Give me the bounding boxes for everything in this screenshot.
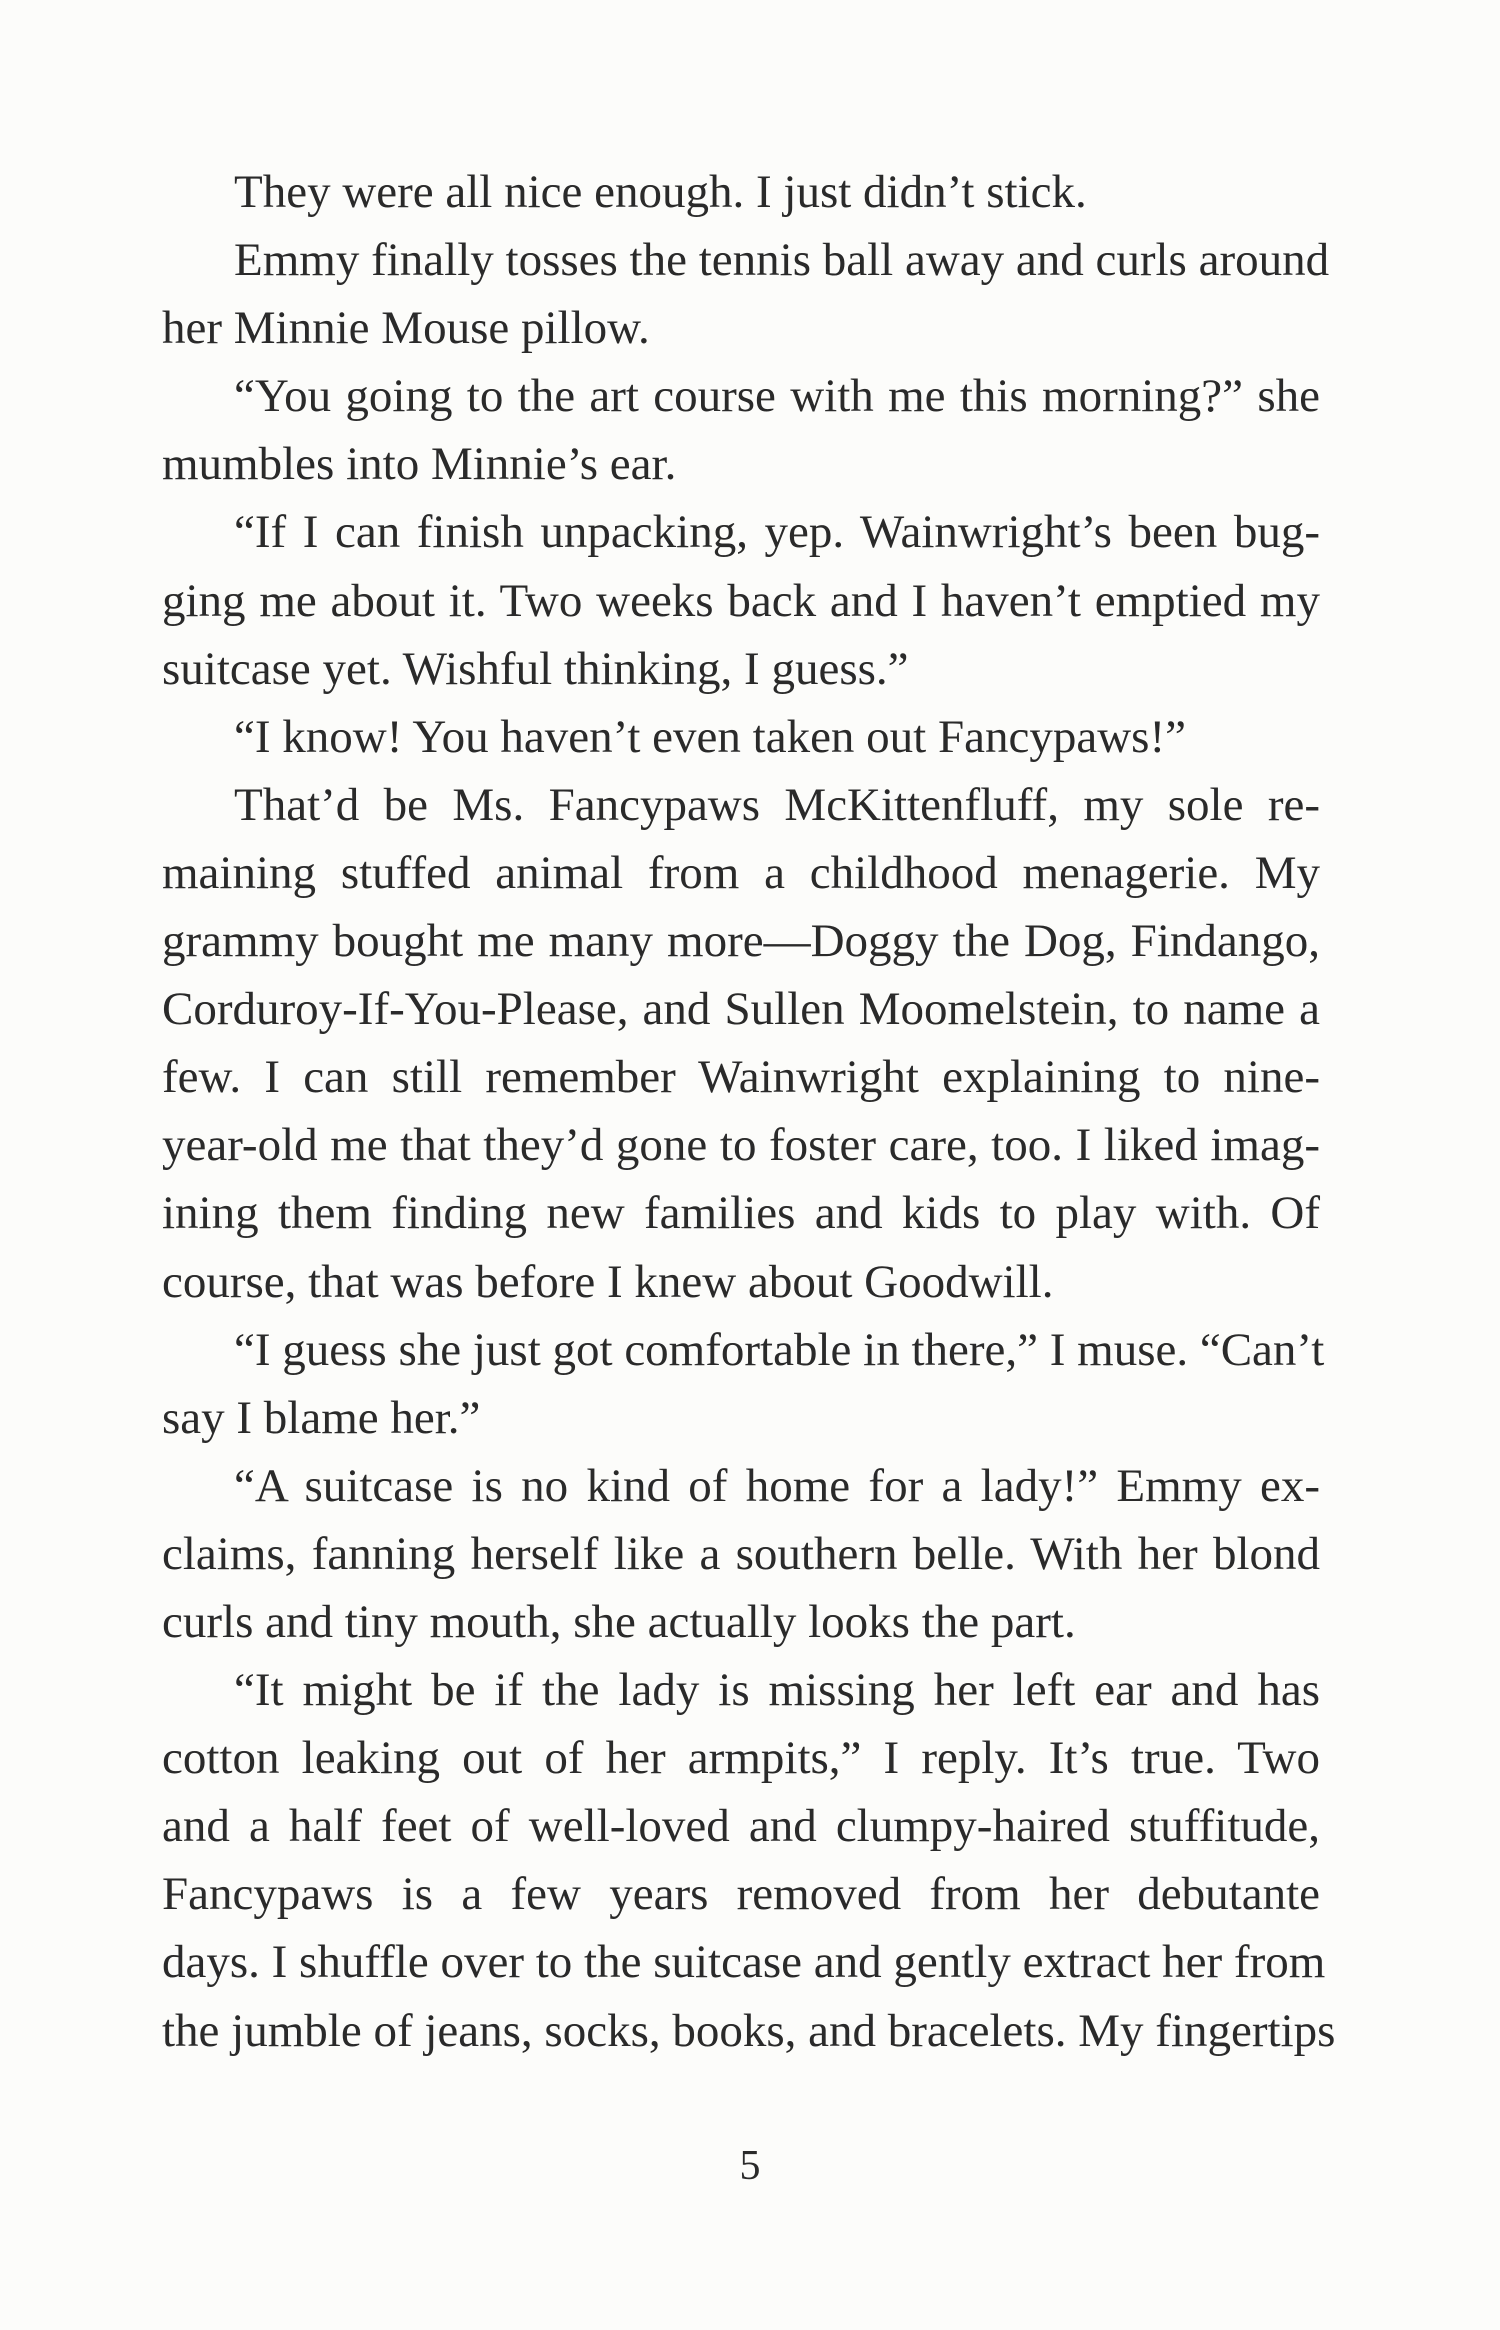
paragraph xyxy=(162,771,1320,1316)
text-line: Emmy finally tosses the tennis ball away and curls around xyxy=(234,234,1330,287)
paragraph xyxy=(162,1316,1325,1452)
text-line: and a half feet of well-loved and clumpy-haired stuffitude, xyxy=(162,1800,1320,1853)
text-line: course, that was before I knew about Goodwill. xyxy=(162,1255,1054,1308)
paragraph xyxy=(162,158,1320,226)
paragraph xyxy=(162,498,1320,702)
paragraph xyxy=(162,226,1330,362)
text-line: mumbles into Minnie’s ear. xyxy=(162,438,677,491)
paragraph xyxy=(162,362,1320,498)
text-line: grammy bought me many more—Doggy the Dog, Findango, xyxy=(162,915,1320,968)
text-line: ging me about it. Two weeks back and I haven’t emptied my xyxy=(162,574,1320,627)
paragraph xyxy=(162,703,1320,771)
text-line: “I know! You haven’t even taken out Fancypaws!” xyxy=(234,710,1186,763)
text-line: Fancypaws is a few years removed from her debutante xyxy=(162,1868,1320,1921)
body-text xyxy=(162,158,1336,2065)
text-line: “A suitcase is no kind of home for a lady!” Emmy ex- xyxy=(234,1459,1320,1512)
text-line: Corduroy-If-You-Please, and Sullen Moomelstein, to name a xyxy=(162,983,1320,1036)
text-line: That’d be Ms. Fancypaws McKittenfluff, my sole re- xyxy=(234,778,1320,831)
text-line: ining them finding new families and kids to play with. Of xyxy=(162,1187,1320,1240)
text-line: “It might be if the lady is missing her left ear and has xyxy=(234,1664,1320,1717)
text-line: “You going to the art course with me this morning?” she xyxy=(234,370,1320,423)
text-line: “If I can finish unpacking, yep. Wainwright’s been bug- xyxy=(234,506,1320,559)
text-line: suitcase yet. Wishful thinking, I guess.” xyxy=(162,642,909,695)
paragraph xyxy=(162,1656,1336,2065)
text-line: “I guess she just got comfortable in there,” I muse. “Can’t xyxy=(234,1323,1325,1376)
text-line: her Minnie Mouse pillow. xyxy=(162,302,650,355)
text-line: year-old me that they’d gone to foster care, too. I liked imag- xyxy=(162,1119,1320,1172)
text-line: say I blame her.” xyxy=(162,1391,481,1444)
text-line: claims, fanning herself like a southern belle. With her blond xyxy=(162,1527,1320,1580)
text-line: days. I shuffle over to the suitcase and gently extract her from xyxy=(162,1936,1326,1989)
text-line: maining stuffed animal from a childhood menagerie. My xyxy=(162,846,1320,899)
text-line: cotton leaking out of her armpits,” I reply. It’s true. Two xyxy=(162,1732,1320,1785)
page-number: 5 xyxy=(739,2143,761,2189)
paragraph xyxy=(162,1452,1320,1656)
text-line: curls and tiny mouth, she actually looks the part. xyxy=(162,1595,1076,1648)
text-line: few. I can still remember Wainwright explaining to nine- xyxy=(162,1051,1320,1104)
text-line: the jumble of jeans, socks, books, and bracelets. My fingertips xyxy=(162,2004,1336,2057)
text-line: They were all nice enough. I just didn’t stick. xyxy=(234,166,1087,218)
